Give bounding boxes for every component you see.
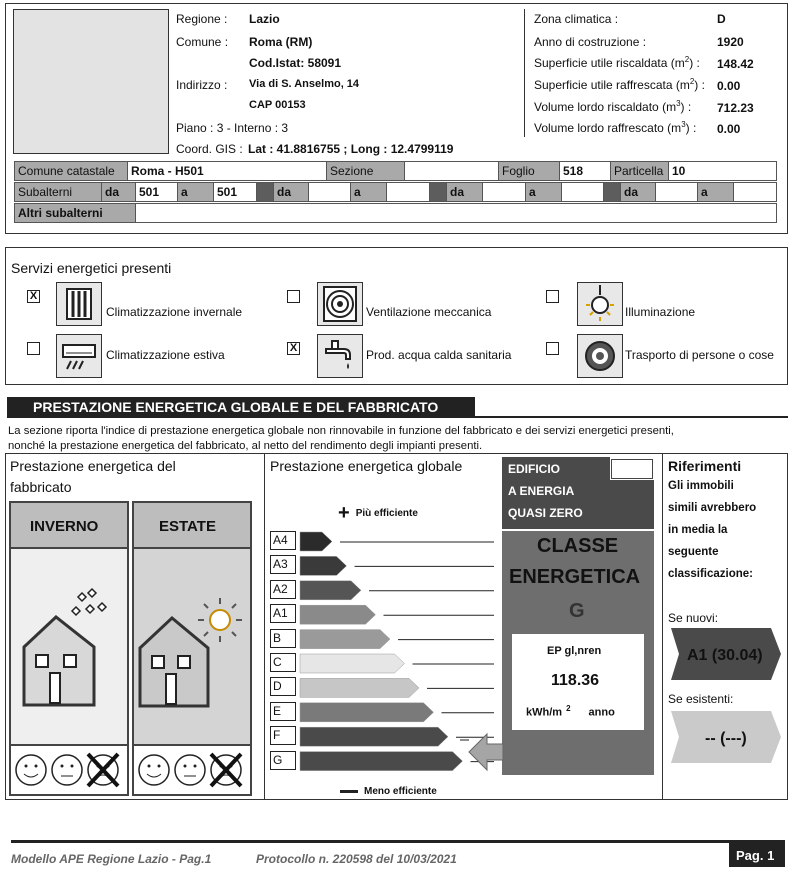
sup-raff-value: 0.00 (717, 79, 741, 93)
sub-da-value-3 (482, 182, 526, 202)
riferimenti-line-2: simili avrebbero (668, 502, 757, 514)
inverno-label: INVERNO (30, 518, 99, 535)
energy-class-bar-c (300, 654, 405, 673)
esistenti-class-value: -- (---) (705, 730, 747, 747)
comune-label: Comune : (176, 35, 229, 49)
energy-class-bar-d (300, 678, 419, 697)
se-nuovi-label: Se nuovi: (668, 611, 719, 625)
foglio-value: 518 (559, 161, 611, 181)
energy-class-label-a1: A1 (270, 604, 296, 623)
codistat-value: Cod.Istat: 58091 (249, 56, 342, 70)
sub-a-value-4 (733, 182, 777, 202)
piano-value: Piano : 3 - Interno : 3 (176, 121, 289, 135)
estate-house-sun-icon (136, 592, 248, 721)
nzeb-line-2: A ENERGIA (508, 484, 575, 498)
sup-raff-label: Superficie utile raffrescata $(m^2)$ : (534, 77, 705, 92)
service-label-cooling: Climatizzazione estiva (106, 348, 225, 362)
riferimenti-line-1: Gli immobili (668, 480, 734, 492)
comune-value: Roma (RM) (249, 35, 313, 49)
sub-sep-1 (256, 182, 274, 202)
fabbricato-divider (264, 453, 265, 800)
banner-rule (7, 416, 788, 418)
comune-catastale-value: Roma - H501 (127, 161, 327, 181)
classe-label-1: CLASSE (537, 535, 619, 557)
vertical-divider (524, 9, 525, 137)
service-label-transport: Trasporto di persone o cose (625, 348, 774, 362)
fabbricato-title-2: fabbricato (10, 479, 72, 495)
altri-subalterni-label: Altri subalterni (14, 203, 136, 223)
particella-label: Particella (610, 161, 669, 181)
air-conditioner-icon (56, 334, 102, 378)
ep-unit: kWh/m $^2$ anno (526, 704, 615, 719)
footer-protocollo: Protocollo n. 220598 del 10/03/2021 (256, 852, 457, 866)
sup-risc-label: Superficie utile riscaldata $(m^2)$ : (534, 55, 700, 70)
sub-a-label-1: a (177, 182, 214, 202)
riferimenti-line-3: in media la (668, 524, 728, 536)
service-label-hot-water: Prod. acqua calda sanitaria (366, 348, 512, 362)
gear-icon (577, 334, 623, 378)
energy-class-bar-g (300, 752, 463, 771)
riferimenti-line-5: classificazione: (668, 568, 754, 580)
vol-risc-label: Volume lordo riscaldato $(m^3)$ : (534, 99, 692, 114)
subalterni-label: Subalterni (14, 182, 102, 202)
current-class-arrow (457, 728, 507, 776)
anno-value: 1920 (717, 35, 744, 49)
service-checkbox-lighting[interactable] (546, 290, 559, 303)
sezione-value (404, 161, 499, 181)
comune-catastale-label: Comune catastale (14, 161, 128, 181)
coord-value: Lat : 41.8816755 ; Long : 12.4799119 (248, 142, 454, 156)
nzeb-line-1: EDIFICIO (508, 462, 561, 476)
estate-smiley-icons (135, 750, 247, 795)
service-label-heating: Climatizzazione invernale (106, 305, 243, 319)
inverno-smiley-icons (12, 750, 124, 795)
performance-banner-title: PRESTAZIONE ENERGETICA GLOBALE E DEL FABBRICATO (33, 399, 439, 415)
sub-a-label-3: a (525, 182, 562, 202)
inverno-house-icon (20, 585, 120, 720)
vol-raff-label: Volume lordo raffrescato $(m^3)$ : (534, 120, 697, 135)
energy-class-label-f: F (270, 726, 296, 745)
sub-da-label-2: da (273, 182, 309, 202)
sub-da-label-4: da (620, 182, 656, 202)
service-label-ventilation: Ventilazione meccanica (366, 305, 492, 319)
sub-a-value-1: 501 (213, 182, 257, 202)
nuovi-class-value: A1 (30.04) (687, 647, 763, 664)
energy-class-label-a4: A4 (270, 531, 296, 550)
energy-class-label-c: C (270, 653, 296, 672)
se-esistenti-label: Se esistenti: (668, 692, 734, 706)
service-checkbox-heating[interactable]: X (27, 290, 40, 303)
intro-line-1: La sezione riporta l'indice di prestazione energetica globale non rinnovabile in funzione del fabbricato e dei servizi energetici presenti, (8, 425, 674, 437)
riferimenti-title: Riferimenti (668, 458, 742, 474)
service-checkbox-ventilation[interactable] (287, 290, 300, 303)
energy-class-bar-a3 (300, 556, 347, 575)
altri-subalterni-value (135, 203, 777, 223)
services-title: Servizi energetici presenti (11, 260, 172, 276)
energy-class-bar-f (300, 727, 448, 746)
nzeb-checkbox[interactable] (611, 459, 653, 479)
sub-a-label-2: a (350, 182, 387, 202)
footer-rule (11, 840, 785, 843)
indirizzo-label: Indirizzo : (176, 78, 228, 92)
service-checkbox-cooling[interactable] (27, 342, 40, 355)
sub-sep-2 (429, 182, 447, 202)
sub-a-label-4: a (697, 182, 734, 202)
energy-class-label-b: B (270, 629, 296, 648)
piu-efficiente-label: + Più efficiente (338, 502, 418, 524)
building-photo (13, 9, 169, 154)
energy-class-bar-e (300, 703, 434, 722)
nzeb-line-3: QUASI ZERO (508, 506, 583, 520)
particella-value: 10 (668, 161, 777, 181)
sub-da-value-2 (308, 182, 351, 202)
fan-icon (317, 282, 363, 326)
vol-raff-value: 0.00 (717, 122, 741, 136)
coord-label: Coord. GIS : (176, 142, 243, 156)
sub-da-label-1: da (101, 182, 136, 202)
ep-label: EP gl,nren (547, 645, 602, 657)
energy-class-bar-a1 (300, 605, 376, 624)
cap-value: CAP 00153 (249, 99, 306, 111)
energy-class-bar-a2 (300, 581, 361, 600)
sub-a-value-2 (386, 182, 430, 202)
footer-modello: Modello APE Regione Lazio - Pag.1 (11, 852, 212, 866)
sup-risc-value: 148.42 (717, 57, 754, 71)
ep-value: 118.36 (551, 672, 600, 689)
globale-title: Prestazione energetica globale (270, 458, 463, 474)
sub-da-value-4 (655, 182, 698, 202)
service-checkbox-transport[interactable] (546, 342, 559, 355)
sub-a-value-3 (561, 182, 604, 202)
sub-sep-3 (603, 182, 621, 202)
regione-label: Regione : (176, 12, 228, 26)
faucet-icon (317, 334, 363, 378)
sezione-label: Sezione (326, 161, 405, 181)
meno-efficiente-label: Meno efficiente (340, 786, 437, 797)
zona-label: Zona climatica : (534, 12, 619, 26)
energy-class-bar-b (300, 630, 390, 649)
footer-page: Pag. 1 (736, 848, 775, 863)
anno-label: Anno di costruzione : (534, 35, 647, 49)
sub-da-label-3: da (446, 182, 483, 202)
sub-da-value-1: 501 (135, 182, 178, 202)
classe-value: G (569, 600, 585, 622)
intro-line-2: nonché la prestazione energetica del fabbricato, al netto del rendimento degli impianti presenti. (8, 440, 483, 452)
energy-class-label-a2: A2 (270, 580, 296, 599)
service-label-lighting: Illuminazione (625, 305, 696, 319)
foglio-label: Foglio (498, 161, 560, 181)
service-checkbox-hot-water[interactable]: X (287, 342, 300, 355)
vol-risc-value: 712.23 (717, 101, 754, 115)
zona-value: D (717, 12, 726, 26)
energy-class-label-d: D (270, 677, 296, 696)
estate-label: ESTATE (159, 518, 216, 535)
energy-class-label-g: G (270, 751, 296, 770)
nzeb-strip (610, 480, 654, 529)
regione-value: Lazio (249, 12, 280, 26)
energy-class-label-e: E (270, 702, 296, 721)
lightbulb-icon (577, 282, 623, 326)
classe-label-2: ENERGETICA (509, 566, 641, 588)
energy-class-bar-a4 (300, 532, 332, 551)
riferimenti-line-4: seguente (668, 546, 719, 558)
energy-class-label-a3: A3 (270, 555, 296, 574)
indirizzo-value: Via di S. Anselmo, 14 (249, 78, 360, 90)
radiator-icon (56, 282, 102, 326)
fabbricato-title-1: Prestazione energetica del (10, 458, 176, 474)
